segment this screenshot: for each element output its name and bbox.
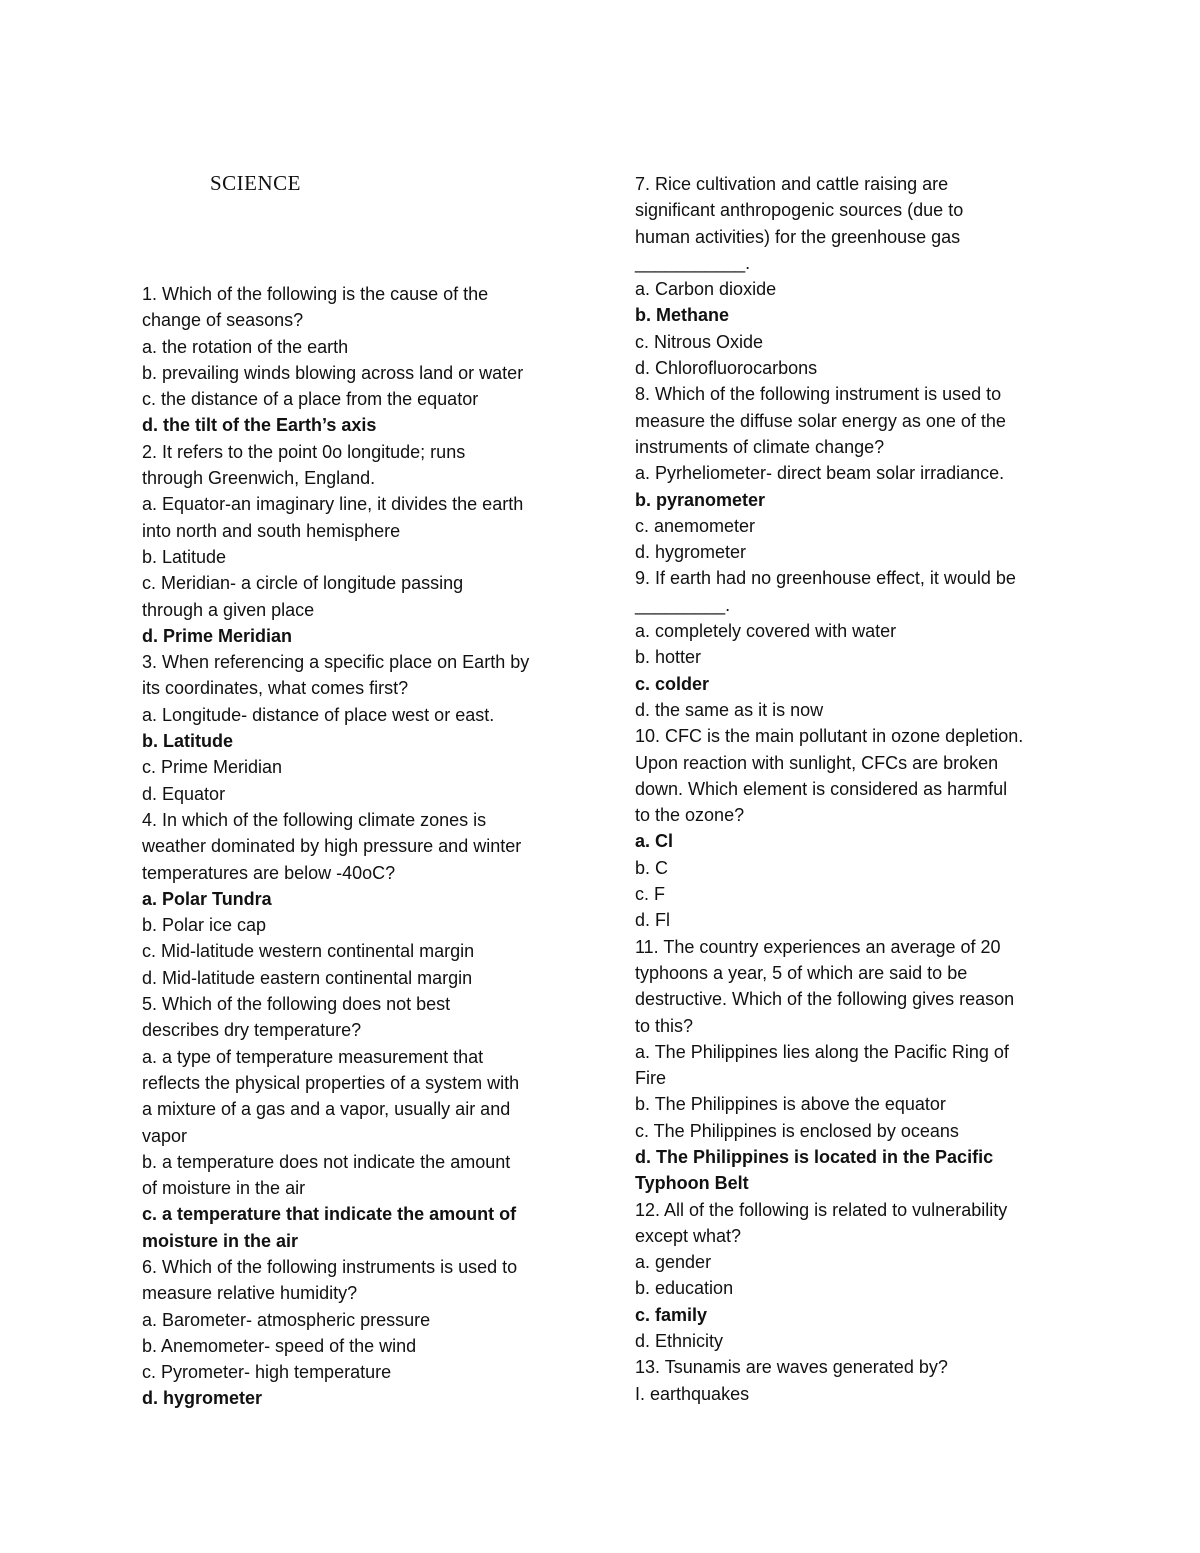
text-line: b. Polar ice cap xyxy=(142,915,267,936)
answer-line: c. a temperature that indicate the amount of xyxy=(142,1204,517,1225)
text-line: measure the diffuse solar energy as one of the xyxy=(635,410,1006,431)
text-line: c. Pyrometer- high temperature xyxy=(142,1362,392,1383)
text-line: reflects the physical properties of a system with xyxy=(142,1072,520,1093)
answer-line: b. Methane xyxy=(635,305,730,326)
text-line: change of seasons? xyxy=(142,310,304,331)
text-line: d. the same as it is now xyxy=(635,699,824,720)
text-line: 3. When referencing a specific place on Earth by xyxy=(142,652,530,673)
text-line: _________. xyxy=(635,594,731,615)
text-line: 7. Rice cultivation and cattle raising are xyxy=(635,174,949,194)
text-line: 13. Tsunamis are waves generated by? xyxy=(635,1357,948,1378)
answer-line: moisture in the air xyxy=(142,1230,299,1251)
text-line: b. C xyxy=(635,857,669,878)
text-line: b. The Philippines is above the equator xyxy=(635,1094,946,1115)
text-line: Fire xyxy=(635,1068,666,1089)
text-line: through Greenwich, England. xyxy=(142,468,376,489)
text-line: its coordinates, what comes first? xyxy=(142,678,409,699)
answer-line: Typhoon Belt xyxy=(635,1173,749,1194)
text-line: b. Latitude xyxy=(142,546,227,567)
text-line: destructive. Which of the following gives reason xyxy=(635,989,1015,1010)
text-line: c. F xyxy=(635,884,665,905)
text-line: 12. All of the following is related to vulnerability xyxy=(635,1199,1008,1220)
text-line: 4. In which of the following climate zones is xyxy=(142,809,487,830)
text-line: b. hotter xyxy=(635,647,702,668)
text-line: d. Chlorofluorocarbons xyxy=(635,358,818,379)
text-line: instruments of climate change? xyxy=(635,436,885,457)
text-line: c. the distance of a place from the equator xyxy=(142,389,479,410)
text-line: d. Fl xyxy=(635,910,671,931)
text-line: temperatures are below -40oC? xyxy=(142,862,396,883)
text-line: through a given place xyxy=(142,599,315,620)
answer-line: b. Latitude xyxy=(142,731,233,752)
text-line: c. Meridian- a circle of longitude passing xyxy=(142,573,464,594)
answer-line: c. family xyxy=(635,1304,708,1325)
text-line: b. a temperature does not indicate the amount xyxy=(142,1151,511,1172)
text-line: c. Nitrous Oxide xyxy=(635,331,764,352)
text-line: d. hygrometer xyxy=(635,542,747,563)
text-line: c. anemometer xyxy=(635,515,756,536)
answer-line: d. the tilt of the Earth’s axis xyxy=(142,415,377,436)
text-line: 2. It refers to the point 0o longitude; runs xyxy=(142,441,466,462)
text-line: a. Equator-an imaginary line, it divides the earth xyxy=(142,494,524,515)
text-line: b. education xyxy=(635,1278,734,1299)
text-line: weather dominated by high pressure and winter xyxy=(142,836,522,857)
left-column xyxy=(142,281,572,1412)
text-line: d. Equator xyxy=(142,783,226,804)
text-line: 11. The country experiences an average of 20 xyxy=(635,936,1001,957)
answer-line: b. pyranometer xyxy=(635,489,766,510)
text-line: 1. Which of the following is the cause of the xyxy=(142,284,489,304)
text-line: significant anthropogenic sources (due to xyxy=(635,200,964,221)
text-line: vapor xyxy=(142,1125,188,1146)
text-line: b. prevailing winds blowing across land or water xyxy=(142,362,524,383)
answer-line: a. Polar Tundra xyxy=(142,888,272,909)
text-line: ___________. xyxy=(635,252,751,273)
text-line: I. earthquakes xyxy=(635,1383,750,1404)
answer-line: a. Cl xyxy=(635,831,674,852)
text-line: typhoons a year, 5 of which are said to be xyxy=(635,962,968,983)
text-line: describes dry temperature? xyxy=(142,1020,362,1041)
right-column xyxy=(635,171,1065,1407)
answer-line: d. hygrometer xyxy=(142,1388,263,1409)
text-line: to the ozone? xyxy=(635,805,745,826)
text-line: a. Carbon dioxide xyxy=(635,279,777,300)
text-line: except what? xyxy=(635,1225,742,1246)
text-line: 5. Which of the following does not best xyxy=(142,994,451,1015)
text-line: 8. Which of the following instrument is used to xyxy=(635,384,1002,405)
text-line: a. completely covered with water xyxy=(635,621,897,642)
text-line: a. gender xyxy=(635,1252,712,1273)
answer-line: d. Prime Meridian xyxy=(142,625,293,646)
text-line: human activities) for the greenhouse gas xyxy=(635,226,961,247)
text-line: down. Which element is considered as harmful xyxy=(635,778,1008,799)
text-line: c. Prime Meridian xyxy=(142,757,283,778)
text-line: d. Mid-latitude eastern continental margin xyxy=(142,967,473,988)
answer-line: d. The Philippines is located in the Pacific xyxy=(635,1146,994,1167)
text-line: Upon reaction with sunlight, CFCs are broken xyxy=(635,752,999,773)
text-line: a. Pyrheliometer- direct beam solar irradiance. xyxy=(635,463,1005,484)
text-line: measure relative humidity? xyxy=(142,1283,358,1304)
text-line: a. The Philippines lies along the Pacific Ring of xyxy=(635,1041,1009,1062)
text-line: a mixture of a gas and a vapor, usually air and xyxy=(142,1099,511,1120)
text-line: of moisture in the air xyxy=(142,1178,306,1199)
text-line: 10. CFC is the main pollutant in ozone depletion. xyxy=(635,726,1024,747)
page-title: SCIENCE xyxy=(210,171,302,195)
text-line: c. Mid-latitude western continental margin xyxy=(142,941,475,962)
text-line: a. a type of temperature measurement that xyxy=(142,1046,484,1067)
text-line: to this? xyxy=(635,1015,694,1036)
text-line: a. Longitude- distance of place west or east. xyxy=(142,704,495,725)
text-line: d. Ethnicity xyxy=(635,1331,724,1352)
text-line: c. The Philippines is enclosed by oceans xyxy=(635,1120,959,1141)
text-line: 6. Which of the following instruments is used to xyxy=(142,1256,518,1277)
text-line: a. the rotation of the earth xyxy=(142,336,349,357)
text-line: b. Anemometer- speed of the wind xyxy=(142,1335,417,1356)
answer-line: c. colder xyxy=(635,673,710,694)
text-line: into north and south hemisphere xyxy=(142,520,401,541)
text-line: 9. If earth had no greenhouse effect, it would be xyxy=(635,568,1016,589)
text-line: a. Barometer- atmospheric pressure xyxy=(142,1309,431,1330)
